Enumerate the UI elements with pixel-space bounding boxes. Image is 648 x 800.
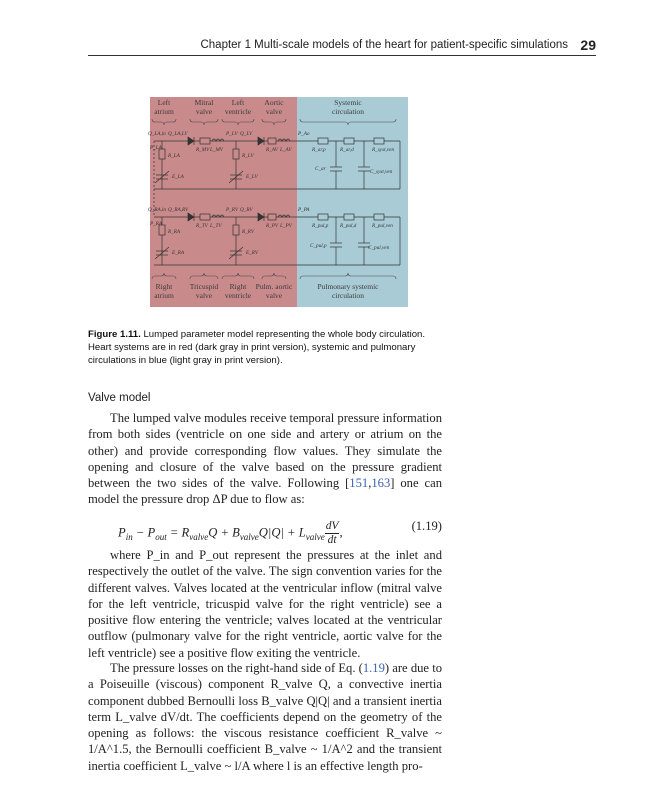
section-title: Valve model [88,392,151,404]
para1-text-c: ] one can model the pressure drop ΔP due to flow as: [88,476,442,507]
page-number: 29 [580,37,596,53]
citation-163[interactable]: 163 [371,476,391,491]
equation-number: (1.19) [411,519,442,533]
label-systemic-1: Systemic [334,98,362,107]
label-e-rv: E_RV [246,250,259,256]
label-l-tv: L_TV [210,223,222,229]
label-r-lv: R_LV [242,153,254,159]
label-r-ra: R_RA [168,229,181,235]
page-header [0,38,648,56]
paragraph-2: where P_in and P_out represent the pressures at the inlet and respectively the outlet of the valve. The sign convention varies for the different valves. Valves located at the ventricular inflow (mitral valve for the left ventricle, tricuspid valve for the right ventricle) see a positive flow entering the ventricle; valves located at the ventricular outflow (pulmonary valve for the right ventricle, aortic valve for the left ventricle) see a positive flow exiting the ventricle. [88,548,442,660]
label-r-mv: R_MV [196,147,210,153]
label-q-ra-rv: Q_RA,RV [168,207,189,213]
equation-1-19 [88,513,442,546]
label-tricuspid-1: Tricuspid [189,282,219,291]
label-right-atrium-1: Right [155,282,173,291]
label-r-ven: R_syst,ven [372,147,395,153]
chapter-title: Chapter 1 Multi-scale models of the heart for patient-specific simulations [200,39,568,51]
para1-text-a: The lumped valve modules receive temporal pressure information from both sides (ventricle on one side and artery or atrium on the other) and provide corresponding flow values. They simulate the opening and closure of the valve based on the pressure gradient between the two sides of the valve. Following [ [88,411,442,491]
label-q-la-in: Q_LA,in [148,131,166,137]
label-right-ventricle-2: ventricle [224,291,252,300]
label-right-ventricle-1: Right [229,282,247,291]
figure-label: Figure 1.11. [88,329,141,340]
paragraph-3 [88,660,442,774]
label-pulm-valve-2: valve [265,291,283,300]
label-r-la: R_LA [168,153,180,159]
label-mitral-1: Mitral [194,98,214,107]
label-r-pv: R_PV [266,223,279,229]
label-r-rv: R_RV [242,229,255,235]
label-q-la-lv: Q_LA,LV [168,131,188,137]
header-rule [88,55,596,56]
label-q-rv: Q_RV [240,207,253,213]
label-r-ar-d: R_ar,d [340,147,354,153]
label-p-ra: P_RA [150,221,163,227]
equation-ref-1-19[interactable]: 1.19 [362,661,385,675]
label-q-ra-in: Q_RA,in [148,207,167,213]
label-r-tv: R_TV [196,223,208,229]
label-l-pv: L_PV [280,223,292,229]
label-c-pul: C_pul,p [310,243,327,249]
caption-text: Lumped parameter model representing the whole body circulation. Heart systems are in red (dark gray in print version), systemic and pulmonary circulations in blue (light gray in print version). [88,329,426,366]
circulation-region [297,97,408,307]
label-r-pven: R_pul,ven [372,223,393,229]
label-e-la: E_LA [172,174,184,180]
label-aortic-1: Aortic [264,98,284,107]
lumped-parameter-circuit-figure [150,97,408,307]
label-c-ven: C_syst,ven [370,169,393,175]
label-left-atrium-2: atrium [154,107,174,116]
label-e-lv: E_LV [246,174,258,180]
label-e-ra: E_RA [172,250,185,256]
label-r-av: R_AV [266,147,278,153]
label-p-rv: P_RV [226,207,239,213]
paragraph-1 [88,410,442,508]
label-mitral-2: valve [195,107,213,116]
para3-text-b: ) are due to a Poiseuille (viscous) component R_valve Q, a convective inertia component dubbed Bernoulli loss B_valve Q|Q| and a transient inertia term L_valve dV/dt. The coefficients depend on the geometry of the opening as follows: the viscous resistance coefficient R_valve ~ 1/A^1.5, the Bernoulli coefficient B_valve ~ 1/A^2 and the transient inertia coefficient L_valve ~ l/A where l is an effective length pro- [88,661,442,773]
label-c-ar: C_ar [315,166,326,172]
label-systemic-2: circulation [331,107,365,116]
label-c-pven: C_pul,ven [368,245,390,251]
label-left-ventricle-2: ventricle [224,107,252,116]
equation-formula: $P_{in} - P_{out} = R_{valve}Q + B_{valve}Q|Q| + L_{valve}$ $\frac{dV}{dt}$ , [118,520,343,546]
para3-text-a: The pressure losses on the right-hand side of Eq. ( [110,661,363,675]
dv-dt-fraction: $\frac{dV}{dt}$ [325,520,339,546]
label-q-lv: Q_LV [240,131,253,137]
label-tricuspid-2: valve [195,291,213,300]
label-l-mv: L_MV [210,147,223,153]
label-r-pul: R_pul,p [312,223,329,229]
label-r-ar: R_ar,p [312,147,326,153]
label-left-atrium-1: Left [157,98,171,107]
citation-151[interactable]: 151 [349,476,369,491]
label-p-ao: P_Ao [298,131,310,137]
para1-text-b: , [368,476,372,491]
label-l-av: L_AV [280,147,292,153]
label-left-ventricle-1: Left [231,98,245,107]
label-right-atrium-2: atrium [154,291,174,300]
label-pulmonary-1: Pulmonary systemic [317,282,379,291]
label-p-pa: P_PA [298,207,310,213]
label-p-la: P_LA [150,145,162,151]
label-p-lv: P_LV [226,131,238,137]
label-pulmonary-2: circulation [331,291,365,300]
label-pulm-valve-1: Pulm. aortic [255,282,293,291]
label-aortic-2: valve [265,107,283,116]
figure-caption [88,328,438,367]
label-r-pul-d: R_pul,d [340,223,357,229]
